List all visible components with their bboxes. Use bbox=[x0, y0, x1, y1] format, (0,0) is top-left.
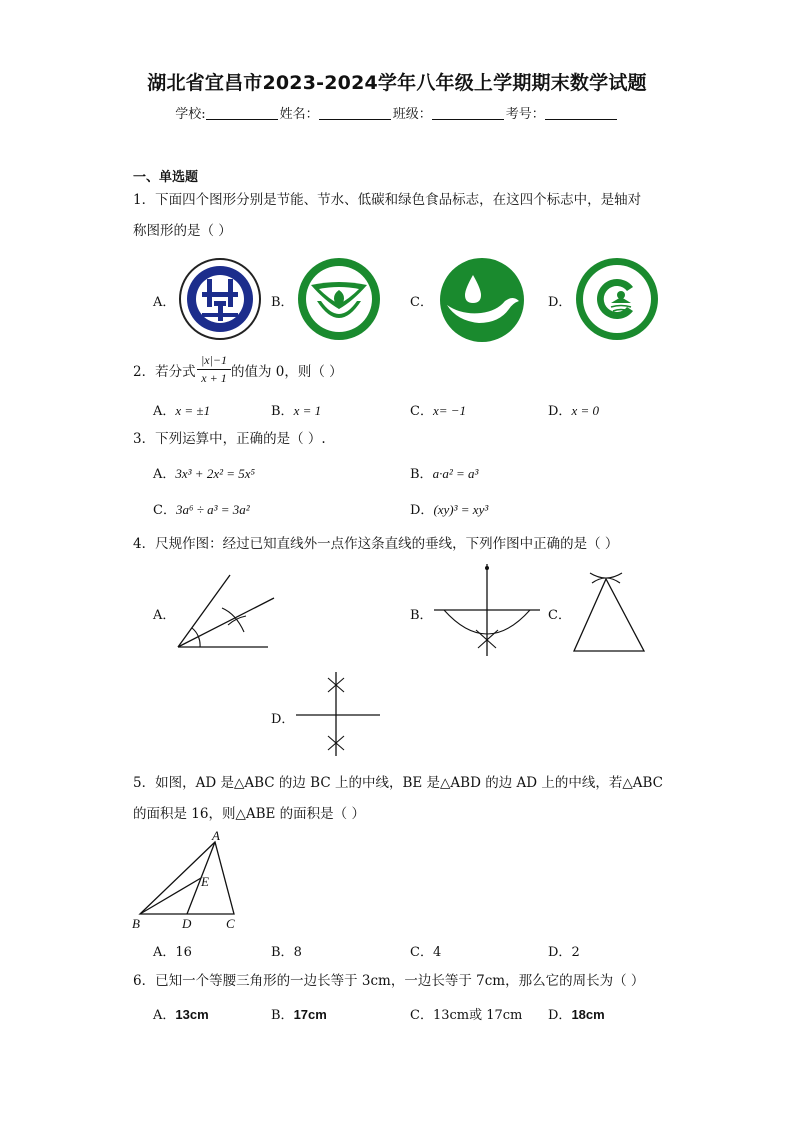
name-label: 姓名： bbox=[279, 107, 319, 122]
q2-option-d-label: D． bbox=[548, 404, 572, 419]
q4-figure-c bbox=[568, 565, 650, 657]
q5-label-c: C bbox=[226, 916, 235, 931]
q6-option-a-label: A． bbox=[153, 1008, 176, 1023]
q5-text-line2: 的面积是 16，则△ABE 的面积是（ ） bbox=[133, 806, 365, 822]
q2-text-suffix: 的值为 0，则（ ） bbox=[231, 364, 343, 380]
water-saving-logo-icon bbox=[297, 257, 381, 341]
q3-option-a bbox=[153, 463, 255, 482]
class-label: 班级： bbox=[392, 107, 432, 122]
q5-option-c-label: C． bbox=[410, 945, 433, 960]
q3-option-d-expr: (xy)³ = xy³ bbox=[433, 502, 489, 517]
q2-option-a-label: A． bbox=[153, 404, 176, 419]
q4-figure-b bbox=[430, 562, 542, 662]
section-single-choice-title: 一、单选题 bbox=[133, 170, 199, 185]
q6-option-a-value: 13cm bbox=[175, 1007, 209, 1022]
q2-option-b-label: B． bbox=[271, 404, 294, 419]
q5-option-c bbox=[410, 941, 441, 960]
q5-option-a-label: A． bbox=[153, 945, 176, 960]
q6-option-c-label: C． bbox=[410, 1008, 433, 1023]
q5-option-d-value: 2 bbox=[571, 945, 580, 960]
q3-text: 3．下列运算中，正确的是（ ）. bbox=[133, 431, 326, 447]
school-blank bbox=[206, 107, 278, 120]
q2-fraction bbox=[197, 353, 231, 386]
q2-option-c-expr: x= −1 bbox=[432, 403, 467, 418]
q2-option-d-expr: x = 0 bbox=[571, 403, 599, 418]
page-title: 湖北省宜昌市2023-2024学年八年级上学期期末数学试题 bbox=[147, 72, 647, 94]
q1-text-line2: 称图形的是（ ） bbox=[133, 223, 232, 239]
q6-option-a bbox=[153, 1004, 209, 1023]
q3-option-b-expr: a·a² = a³ bbox=[432, 466, 479, 481]
q3-option-a-expr: 3x³ + 2x² = 5x⁵ bbox=[175, 466, 256, 481]
q3-option-c bbox=[153, 499, 250, 518]
q2-text-prefix: 2．若分式 bbox=[133, 364, 196, 380]
q3-option-d bbox=[410, 499, 488, 518]
q3-option-a-label: A． bbox=[153, 467, 176, 482]
q4-option-a-label: A． bbox=[153, 608, 176, 623]
q6-option-b-label: B． bbox=[271, 1008, 294, 1023]
q4-text: 4．尺规作图：经过已知直线外一点作这条直线的垂线，下列作图中正确的是（ ） bbox=[133, 536, 619, 552]
q3-option-c-expr: 3a⁶ ÷ a³ = 3a² bbox=[175, 502, 250, 517]
q5-option-d bbox=[548, 941, 580, 960]
q5-option-a-value: 16 bbox=[175, 945, 192, 960]
exam-no-label: 考号： bbox=[505, 107, 545, 122]
q5-option-d-label: D． bbox=[548, 945, 572, 960]
q5-option-b bbox=[271, 941, 302, 960]
exam-no-blank bbox=[545, 107, 617, 120]
q5-option-b-label: B． bbox=[271, 945, 294, 960]
q1-text-line1: 1．下面四个图形分别是节能、节水、低碳和绿色食品标志，在这四个标志中，是轴对 bbox=[133, 192, 642, 208]
q3-option-b-label: B． bbox=[410, 467, 433, 482]
q5-label-a: A bbox=[212, 828, 220, 843]
q2-fraction-denominator: x + 1 bbox=[201, 371, 227, 385]
q5-option-a bbox=[153, 941, 192, 960]
q5-text-line1: 5．如图，AD 是△ABC 的边 BC 上的中线，BE 是△ABD 的边 AD 上的中线，若△ABC bbox=[133, 775, 663, 791]
q6-option-d-label: D． bbox=[548, 1008, 572, 1023]
q2-option-b-expr: x = 1 bbox=[293, 403, 322, 418]
q4-figure-a bbox=[170, 570, 280, 655]
q4-option-d-label: D． bbox=[271, 712, 295, 727]
q1-option-d-label: D． bbox=[548, 295, 572, 310]
class-blank bbox=[432, 107, 504, 120]
q2-fraction-bar bbox=[197, 369, 231, 370]
q6-option-d-value: 18cm bbox=[571, 1007, 605, 1022]
q4-option-c-label: C． bbox=[548, 608, 571, 623]
q3-option-c-label: C． bbox=[153, 503, 176, 518]
green-food-logo-icon bbox=[575, 257, 659, 341]
q3-option-b bbox=[410, 463, 478, 482]
q4-figure-d bbox=[292, 670, 384, 758]
q1-option-c-label: C． bbox=[410, 295, 433, 310]
q2-option-a-expr: x = ±1 bbox=[175, 403, 211, 418]
name-blank bbox=[319, 107, 391, 120]
q2-option-c-label: C． bbox=[410, 404, 433, 419]
q6-option-c bbox=[410, 1004, 522, 1023]
q2-option-a bbox=[153, 400, 210, 419]
student-info-line bbox=[0, 103, 794, 122]
q5-label-d: D bbox=[182, 916, 192, 931]
q6-option-b-value: 17cm bbox=[293, 1007, 327, 1022]
q3-option-d-label: D． bbox=[410, 503, 434, 518]
q5-option-b-value: 8 bbox=[293, 945, 302, 960]
q2-option-d bbox=[548, 400, 599, 419]
q6-option-d bbox=[548, 1004, 605, 1023]
q4-option-b-label: B． bbox=[410, 608, 433, 623]
q5-option-c-value: 4 bbox=[432, 945, 442, 960]
q5-label-e: E bbox=[201, 874, 209, 889]
q2-option-b bbox=[271, 400, 321, 419]
q6-text: 6．已知一个等腰三角形的一边长等于 3cm，一边长等于 7cm，那么它的周长为（ ） bbox=[133, 973, 645, 989]
energy-saving-logo-icon bbox=[178, 257, 262, 341]
q2-fraction-numerator: |x|−1 bbox=[200, 353, 228, 367]
low-carbon-logo-icon bbox=[439, 257, 525, 343]
school-label: 学校: bbox=[175, 107, 206, 122]
q1-option-b-label: B． bbox=[271, 295, 294, 310]
q2-option-c bbox=[410, 400, 466, 419]
q5-label-b: B bbox=[132, 916, 140, 931]
q6-option-c-value: 13cm或 17cm bbox=[432, 1008, 523, 1023]
q6-option-b bbox=[271, 1004, 327, 1023]
q1-option-a-label: A． bbox=[153, 295, 176, 310]
